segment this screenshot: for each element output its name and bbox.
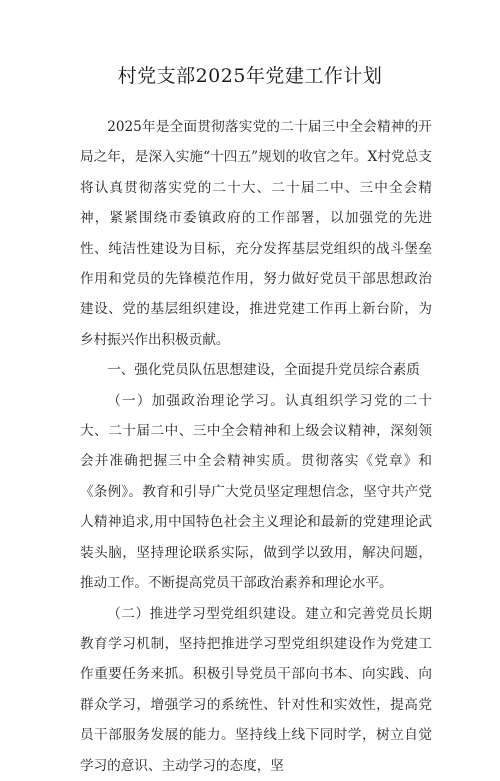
item-paragraph-2: （二）推进学习型党组织建设。建立和完善党员长期教育学习机制，坚持把推进学习型党组织建设作为党建工作重要任务来抓。积极引导党员干部向书本、向实践、向群众学习，增强学习的系统性、针对性和实效性，提高党员干部服务发展的能力。坚持线上线下同时学，树立自觉学习的意识、主动学习的态度，坚 [80, 605, 432, 774]
item-paragraph-1: （一）加强政治理论学习。认真组织学习党的二十大、二十届二中、三中全会精神和上级会议精神，深刻领会并准确把握三中全会精神实质。贯彻落实《党章》和《条例》。教育和引导广大党员坚定理想信念，坚守共产党人精神追求,用中国特色社会主义理论和最新的党建理论武装头脑，坚持理论联系实际，做到学以致用，解决问题，推动工作。不断提高党员干部政治素养和理论水平。 [80, 392, 432, 592]
document-body [80, 112, 432, 781]
intro-paragraph: 2025年是全面贯彻落实党的二十届三中全会精神的开局之年，是深入实施“十四五”规划的收官之年。X村党总支将认真贯彻落实党的二十大、二十届二中、三中全会精神，紧紧围绕市委镇政府的工作部署，以加强党的先进性、纯洁性建设为目标，充分发挥基层党组织的战斗堡垒作用和党员的先锋模范作用，努力做好党员干部思想政治建设、党的基层组织建设，推进党建工作再上新台阶，为乡村振兴作出积极贡献。 [80, 119, 432, 348]
document-title: 村党支部2025年党建工作计划 [117, 65, 383, 87]
section-heading-1: 一、强化党员队伍思想建设，全面提升党员综合素质 [107, 362, 420, 379]
